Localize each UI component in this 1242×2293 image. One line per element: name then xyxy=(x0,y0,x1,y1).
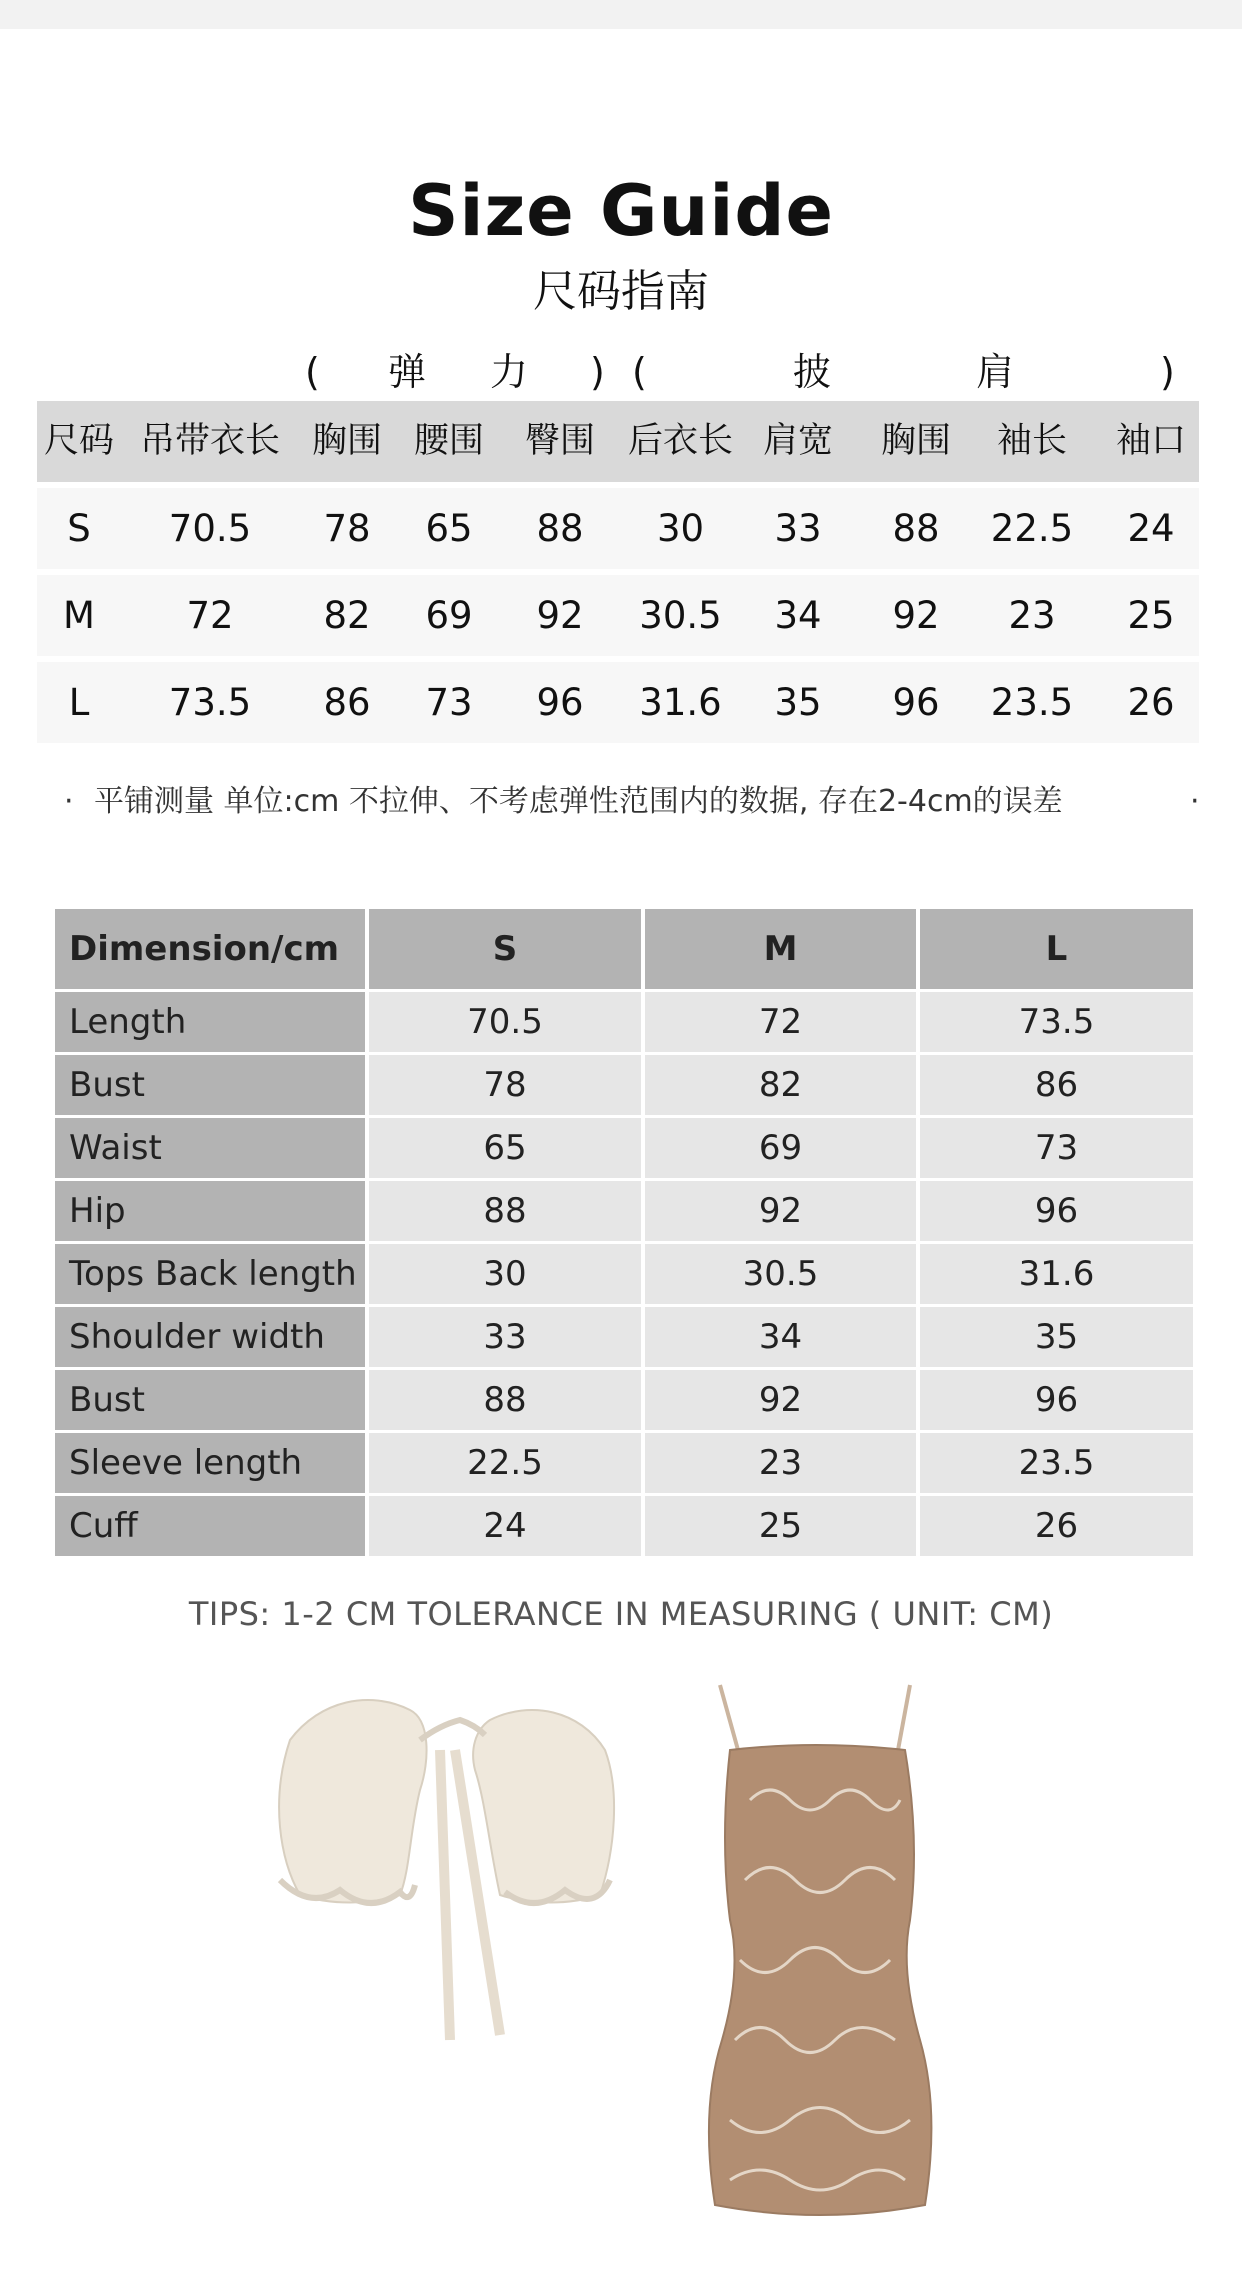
en-value-cell: 88 xyxy=(369,1181,641,1241)
en-value-cell: 34 xyxy=(645,1307,916,1367)
cn-value-cell: 73.5 xyxy=(168,681,252,724)
en-row-label: Waist xyxy=(55,1118,365,1178)
en-table-row xyxy=(55,1307,1193,1367)
en-row-label: Tops Back length xyxy=(55,1244,365,1304)
en-table-row xyxy=(55,1244,1193,1304)
shawl-group-label-1: 披 xyxy=(793,350,832,394)
note-text: 平铺测量 单位:cm 不拉伸、不考虑弹性范围内的数据, 存在2-4cm的误差 xyxy=(94,784,1063,819)
page-subtitle: 尺码指南 xyxy=(533,266,709,317)
en-value-cell: 65 xyxy=(369,1118,641,1178)
cn-header-cell: 尺码 xyxy=(43,421,114,461)
cn-table-row xyxy=(37,575,1199,656)
en-value-cell: 88 xyxy=(369,1370,641,1430)
cn-value-cell: 23 xyxy=(1008,594,1056,637)
en-size-table xyxy=(55,909,1193,1559)
en-table-header xyxy=(55,909,1193,989)
cn-value-cell: 65 xyxy=(425,507,473,550)
cn-value-cell: 22.5 xyxy=(990,507,1074,550)
cn-size-table xyxy=(37,401,1199,749)
cn-header-cell: 袖长 xyxy=(996,421,1067,461)
en-value-cell: 23.5 xyxy=(920,1433,1193,1493)
shawl-group-label-2: 肩 xyxy=(976,350,1015,394)
cn-value-cell: 35 xyxy=(774,681,822,724)
en-value-cell: 22.5 xyxy=(369,1433,641,1493)
cn-value-cell: 88 xyxy=(892,507,940,550)
cn-value-cell: 96 xyxy=(892,681,940,724)
cn-table-header xyxy=(37,401,1199,482)
en-value-cell: 73 xyxy=(920,1118,1193,1178)
en-row-label: Length xyxy=(55,992,365,1052)
en-value-cell: 86 xyxy=(920,1055,1193,1115)
cn-value-cell: 31.6 xyxy=(639,681,722,724)
en-row-label: Cuff xyxy=(55,1496,365,1556)
cn-header-cell: 胸围 xyxy=(311,421,382,461)
en-table-row xyxy=(55,992,1193,1052)
en-value-cell: 70.5 xyxy=(369,992,641,1052)
product-illustration xyxy=(260,1680,980,2220)
cn-value-cell: 96 xyxy=(536,681,584,724)
cn-value-cell: 72 xyxy=(186,594,234,637)
measurement-note-cn xyxy=(0,774,1242,830)
en-row-label: Sleeve length xyxy=(55,1433,365,1493)
cn-value-cell: 30 xyxy=(656,507,705,550)
elastic-group-label-1: 弹 xyxy=(388,350,427,394)
cn-value-cell: 78 xyxy=(323,507,371,550)
cn-value-cell: 25 xyxy=(1127,594,1175,637)
cn-header-cell: 胸围 xyxy=(880,421,951,461)
en-value-cell: 26 xyxy=(920,1496,1193,1556)
cn-header-cell: 臀围 xyxy=(524,421,595,461)
en-value-cell: 69 xyxy=(645,1118,916,1178)
cn-value-cell: 23.5 xyxy=(990,681,1074,724)
en-value-cell: 23 xyxy=(645,1433,916,1493)
en-header-cell: M xyxy=(645,909,916,989)
en-row-label: Bust xyxy=(55,1055,365,1115)
cn-value-cell: 26 xyxy=(1127,681,1175,724)
en-value-cell: 30.5 xyxy=(645,1244,916,1304)
en-row-label: Hip xyxy=(55,1181,365,1241)
en-value-cell: 78 xyxy=(369,1055,641,1115)
en-value-cell: 31.6 xyxy=(920,1244,1193,1304)
cn-header-cell: 腰围 xyxy=(413,421,484,461)
en-value-cell: 96 xyxy=(920,1370,1193,1430)
shawl-image xyxy=(279,1700,614,2040)
elastic-group-open: ( xyxy=(305,350,320,394)
en-value-cell: 25 xyxy=(645,1496,916,1556)
en-value-cell: 30 xyxy=(369,1244,641,1304)
en-value-cell: 33 xyxy=(369,1307,641,1367)
en-row-label: Bust xyxy=(55,1370,365,1430)
en-value-cell: 92 xyxy=(645,1370,916,1430)
cn-value-cell: 70.5 xyxy=(168,507,252,550)
cn-size-cell: L xyxy=(68,681,90,724)
dress-image xyxy=(709,1685,932,2215)
cn-value-cell: 86 xyxy=(323,681,371,724)
en-table-row xyxy=(55,1181,1193,1241)
cn-size-cell: S xyxy=(67,507,91,550)
shawl-group-close: ) xyxy=(1160,350,1175,394)
en-value-cell: 73.5 xyxy=(920,992,1193,1052)
note-bullet-right: · xyxy=(1190,784,1200,819)
en-header-cell: L xyxy=(920,909,1193,989)
en-header-cell: S xyxy=(369,909,641,989)
en-value-cell: 24 xyxy=(369,1496,641,1556)
cn-value-cell: 92 xyxy=(892,594,940,637)
en-table-row xyxy=(55,1055,1193,1115)
column-group-labels xyxy=(0,342,1242,402)
en-value-cell: 96 xyxy=(920,1181,1193,1241)
en-table-row xyxy=(55,1370,1193,1430)
cn-value-cell: 82 xyxy=(323,594,371,637)
en-value-cell: 82 xyxy=(645,1055,916,1115)
cn-header-cell: 吊带衣长 xyxy=(139,421,280,461)
en-value-cell: 72 xyxy=(645,992,916,1052)
cn-value-cell: 73 xyxy=(425,681,473,724)
en-table-row xyxy=(55,1496,1193,1556)
page-title: Size Guide xyxy=(408,170,834,252)
en-row-label: Shoulder width xyxy=(55,1307,365,1367)
cn-header-cell: 肩宽 xyxy=(762,421,833,461)
en-table-row xyxy=(55,1433,1193,1493)
cn-value-cell: 34 xyxy=(774,594,822,637)
en-value-cell: 92 xyxy=(645,1181,916,1241)
cn-table-row xyxy=(37,488,1199,569)
cn-header-cell: 后衣长 xyxy=(627,421,733,461)
elastic-group-close: ) xyxy=(590,350,605,394)
en-value-cell: 35 xyxy=(920,1307,1193,1367)
top-bar xyxy=(0,0,1242,29)
cn-value-cell: 88 xyxy=(536,507,584,550)
en-table-row xyxy=(55,1118,1193,1178)
cn-header-cell: 袖口 xyxy=(1115,421,1186,461)
cn-table-row xyxy=(37,662,1199,743)
tolerance-tip: TIPS: 1-2 CM TOLERANCE IN MEASURING ( UNIT: CM) xyxy=(188,1595,1054,1633)
cn-value-cell: 69 xyxy=(425,594,473,637)
note-bullet-left: · xyxy=(64,784,74,819)
elastic-group-label-2: 力 xyxy=(490,350,529,394)
cn-value-cell: 30.5 xyxy=(639,594,722,637)
cn-size-cell: M xyxy=(63,594,95,637)
en-header-cell: Dimension/cm xyxy=(55,909,365,989)
cn-value-cell: 92 xyxy=(536,594,584,637)
cn-value-cell: 24 xyxy=(1127,507,1175,550)
cn-value-cell: 33 xyxy=(774,507,822,550)
shawl-group-open: ( xyxy=(632,350,647,394)
